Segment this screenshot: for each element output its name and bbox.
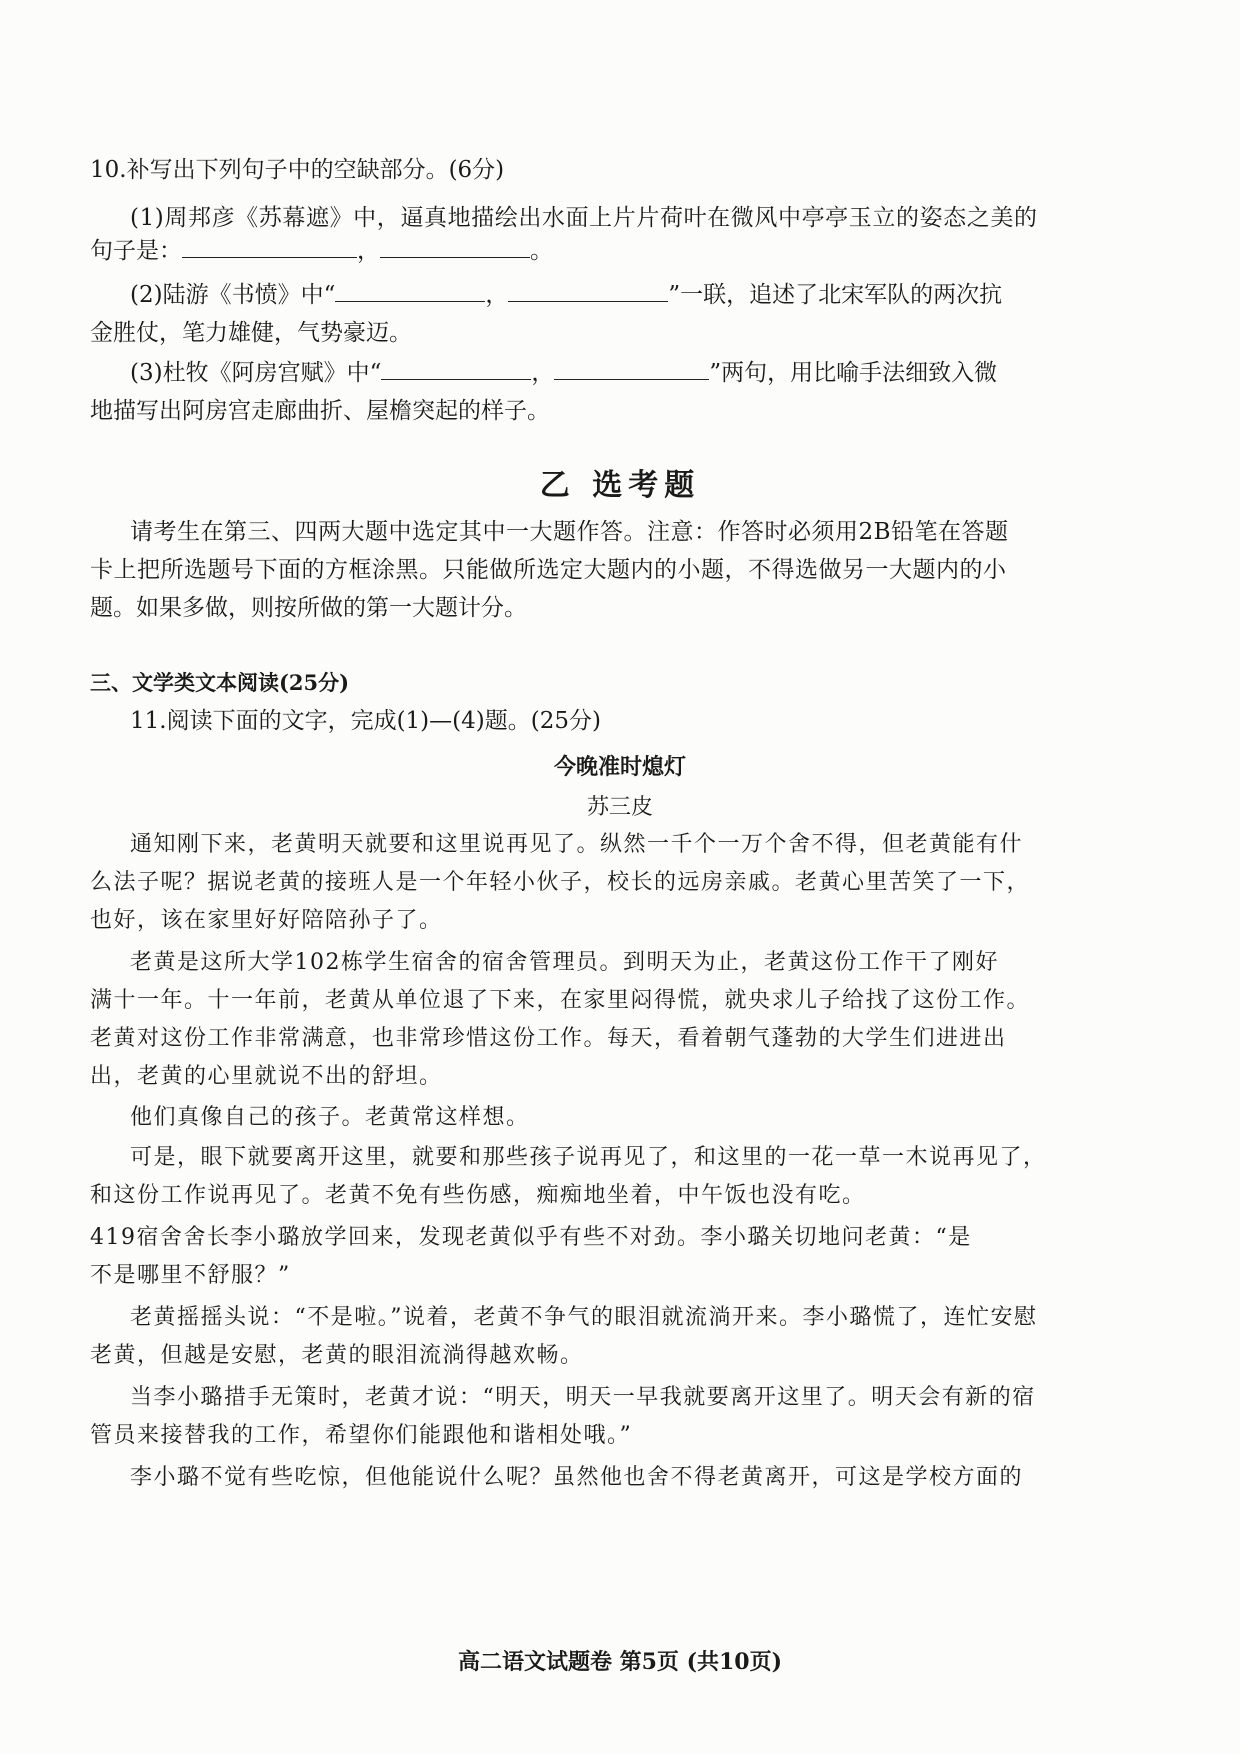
page-footer: 高二语文试题卷 第5页 (共10页) — [457, 1649, 783, 1675]
section-instructions-line3: 题。如果多做，则按所做的第一大题计分。 — [90, 595, 527, 621]
story-line: 也好，该在家里好好陪陪孙子了。 — [90, 908, 443, 933]
punct: ， — [485, 282, 509, 308]
story-line: 么法子呢？据说老黄的接班人是一个年轻小伙子，校长的远房亲戚。老黄心里苦笑了一下， — [90, 870, 1031, 895]
story-title: 今晚准时熄灯 — [553, 754, 686, 780]
q10-item3-line2: 地描写出阿房宫走廊曲折、屋檐突起的样子。 — [90, 398, 550, 424]
punct: 。 — [530, 238, 553, 264]
answer-blank[interactable] — [380, 237, 530, 258]
punct: ， — [531, 360, 555, 386]
story-line: 老黄摇摇头说：“不是啦。”说着，老黄不争气的眼泪就流淌开来。李小璐慌了，连忙安慰 — [130, 1305, 1038, 1330]
answer-blank[interactable] — [381, 359, 531, 380]
q11-prompt: 11.阅读下面的文字，完成(1)—(4)题。(25分) — [130, 708, 601, 734]
q10-item2-prefix: (2)陆游《书愤》中“ — [130, 282, 336, 308]
q10-item2-line1 — [130, 280, 1002, 310]
story-line: 419宿舍舍长李小璐放学回来，发现老黄似乎有些不对劲。李小璐关切地问老黄：“是 — [90, 1225, 972, 1250]
story-line: 满十一年。十一年前，老黄从单位退了下来，在家里闷得慌，就央求儿子给找了这份工作。 — [90, 988, 1031, 1013]
q10-item2-line2: 金胜仗，笔力雄健，气势豪迈。 — [90, 320, 412, 346]
section-title: 乙 选考题 — [539, 468, 701, 503]
q10-item2-suffix: ”一联，追述了北宋军队的两次抗 — [668, 282, 1003, 308]
story-line: 管员来接替我的工作，希望你们能跟他和谐相处哦。” — [90, 1423, 633, 1448]
answer-blank[interactable] — [554, 359, 709, 380]
story-line: 他们真像自己的孩子。老黄常这样想。 — [130, 1105, 530, 1130]
answer-blank[interactable] — [335, 281, 485, 302]
answer-blank[interactable] — [508, 281, 668, 302]
section-instructions-line2: 卡上把所选题号下面的方框涂黑。只能做所选定大题内的小题，不得选做另一大题内的小 — [90, 557, 1007, 583]
q10-item3-prefix: (3)杜牧《阿房宫赋》中“ — [130, 360, 382, 386]
story-author: 苏三皮 — [586, 795, 653, 820]
story-line: 和这份工作说再见了。老黄不免有些伤感，痴痴地坐着，中午饭也没有吃。 — [90, 1183, 866, 1208]
q10-item1-line2 — [90, 236, 553, 266]
q10-item1-line1: (1)周邦彦《苏幕遮》中，逼真地描绘出水面上片片荷叶在微风中亭亭玉立的姿态之美的 — [130, 205, 1038, 231]
story-line: 当李小璐措手无策时，老黄才说：“明天，明天一早我就要离开这里了。明天会有新的宿 — [130, 1385, 1036, 1410]
story-line: 老黄是这所大学102栋学生宿舍的宿舍管理员。到明天为止，老黄这份工作干了刚好 — [130, 950, 999, 975]
story-line: 不是哪里不舒服？” — [90, 1263, 291, 1288]
answer-blank[interactable] — [182, 237, 357, 258]
part3-heading: 三、文学类文本阅读(25分) — [90, 670, 350, 695]
story-line: 老黄对这份工作非常满意，也非常珍惜这份工作。每天，看着朝气蓬勃的大学生们进进出 — [90, 1026, 1007, 1051]
story-line: 出，老黄的心里就说不出的舒坦。 — [90, 1064, 443, 1089]
story-line: 李小璐不觉有些吃惊，但他能说什么呢？虽然他也舍不得老黄离开，可这是学校方面的 — [130, 1465, 1024, 1490]
story-line: 老黄，但越是安慰，老黄的眼泪流淌得越欢畅。 — [90, 1343, 584, 1368]
section-instructions-line1: 请考生在第三、四两大题中选定其中一大题作答。注意：作答时必须用2B铅笔在答题 — [130, 519, 1009, 545]
q10-item1-prefix: 句子是： — [90, 238, 182, 264]
q10-item3-line1 — [130, 358, 997, 388]
q10-item3-suffix: ”两句，用比喻手法细致入微 — [709, 360, 998, 386]
q10-heading: 10.补写出下列句子中的空缺部分。(6分) — [90, 157, 505, 183]
story-line: 可是，眼下就要离开这里，就要和那些孩子说再见了，和这里的一花一草一木说再见了， — [130, 1145, 1047, 1170]
story-line: 通知刚下来，老黄明天就要和这里说再见了。纵然一千个一万个舍不得，但老黄能有什 — [130, 832, 1024, 857]
punct: ， — [357, 238, 380, 264]
